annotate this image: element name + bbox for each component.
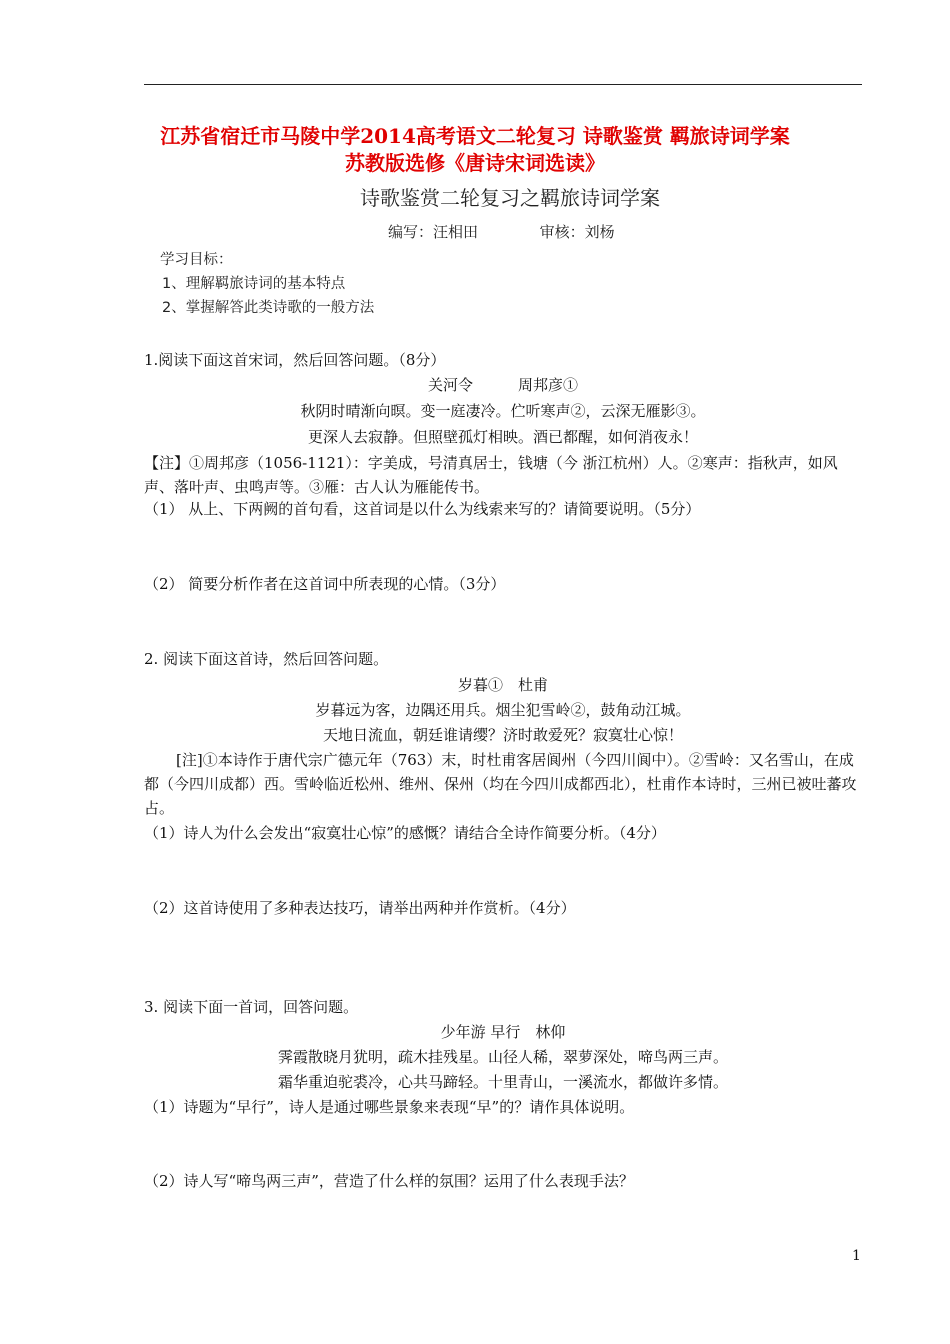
q3-question-2: （2）诗人写“啼鸟两三声”，营造了什么样的氛围？运用了什么表现手法？ [144, 1172, 634, 1190]
header-rule [144, 84, 862, 85]
learning-goals [160, 248, 374, 320]
q3-poem-line: 霁霞散晓月犹明，疏木挂残星。山径人稀，翠萝深处，啼鸟两三声。 [277, 1048, 728, 1066]
q1-poem-title: 关河令 周邦彦① [427, 376, 578, 394]
author-line [388, 221, 615, 242]
q2-intro: 2. 阅读下面这首诗，然后回答问题。 [144, 650, 389, 668]
q2-poem-line: 岁暮远为客，边隅还用兵。烟尘犯雪岭②，鼓角动江城。 [315, 701, 691, 719]
q1-intro: 1.阅读下面这首宋词，然后回答问题。（8分） [144, 351, 446, 369]
document-subtitle: 诗歌鉴赏二轮复习之羁旅诗词学案 [360, 186, 660, 210]
author: 编写：汪相田 [388, 223, 479, 241]
q2-note: [注]①本诗作于唐代宗广德元年（763）末，时杜甫客居阆州（今四川阆中）。②雪岭：又名雪山，在成都（今四川成都）西。雪岭临近松州、维州、保州（均在今四川成都西北），杜甫作本诗时，三州已被吐蕃攻占。 [144, 751, 857, 817]
q1-poem-line: 更深人去寂静。但照壁孤灯相映。酒已都醒，如何消夜永！ [307, 428, 698, 446]
q1-question-1: （1） 从上、下两阙的首句看，这首词是以什么为线索来写的？请简要说明。（5分） [144, 500, 701, 518]
q3-question-1: （1）诗题为“早行”，诗人是通过哪些景象来表现“早”的？请作具体说明。 [144, 1098, 635, 1116]
reviewer: 审核：刘杨 [539, 223, 615, 241]
q2-question-2: （2）这首诗使用了多种表达技巧，请举出两种并作赏析。（4分） [144, 899, 576, 917]
q1-note: 【注】①周邦彦（1056-1121）：字美成，号清真居士，钱塘（今 浙江杭州）人。②寒声：指秋声，如风声、落叶声、虫鸣声等。③雁：古人认为雁能传书。 [144, 454, 838, 496]
q1-question-2: （2） 简要分析作者在这首词中所表现的心情。（3分） [144, 575, 506, 593]
page-number: 1 [852, 1248, 861, 1264]
q3-poem-line: 霜华重迫驼裘冷，心共马蹄轻。十里青山，一溪流水，都做许多情。 [277, 1073, 728, 1091]
q2-poem-line: 天地日流血，朝廷谁请缨？济时敢爱死？寂寞壮心惊！ [322, 726, 683, 744]
q1-poem-line: 秋阴时晴渐向暝。变一庭凄冷。伫听寒声②，云深无雁影③。 [300, 402, 706, 420]
goal-item: 1、理解羁旅诗词的基本特点 [162, 276, 346, 292]
q2-question-1: （1）诗人为什么会发出“寂寞壮心惊”的感慨？请结合全诗作简要分析。（4分） [144, 824, 666, 842]
goal-item: 2、掌握解答此类诗歌的一般方法 [162, 300, 375, 316]
q3-intro: 3. 阅读下面一首词，回答问题。 [144, 998, 359, 1016]
document-title-line1: 江苏省宿迁市马陵中学2014高考语文二轮复习 诗歌鉴赏 羁旅诗词学案 [160, 124, 790, 148]
q3-poem-title: 少年游 早行 林仰 [440, 1023, 566, 1041]
q2-poem-title: 岁暮① 杜甫 [457, 676, 548, 694]
document-title-line2: 苏教版选修《唐诗宋词选读》 [345, 151, 605, 175]
goals-heading: 学习目标： [160, 252, 233, 268]
